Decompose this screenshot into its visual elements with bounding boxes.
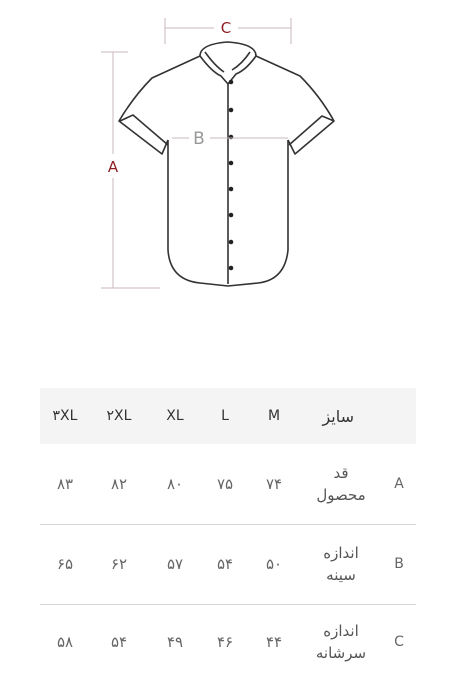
- measurement-key: A: [394, 475, 404, 492]
- value-cell: ۸۲: [110, 474, 128, 493]
- shirt-outline: [119, 42, 334, 286]
- measurement-label-line1: قد: [333, 463, 349, 482]
- value-cell: ۷۵: [216, 474, 234, 493]
- value-cell: ۵۷: [166, 555, 184, 573]
- shirt-buttons: [229, 80, 234, 271]
- size-l-header: L: [221, 408, 229, 424]
- size-chart-table: [40, 388, 416, 680]
- value-cell: ۶۵: [56, 555, 74, 573]
- measurement-label-line1: اندازه: [323, 622, 359, 641]
- value-cell: ۵۴: [110, 633, 128, 652]
- value-cell: ۵۸: [56, 633, 74, 652]
- value-cell: ۸۳: [56, 474, 74, 493]
- measurement-label: [300, 604, 382, 680]
- value-cell: ۸۰: [166, 474, 184, 493]
- dimension-c-label: C: [220, 19, 232, 37]
- value-cell: ۴۹: [166, 633, 184, 652]
- dimension-b-label: B: [193, 129, 205, 149]
- size-header-row: [40, 388, 416, 444]
- table-row: [40, 524, 416, 604]
- measurement-label: [300, 524, 382, 604]
- dimension-a-label: A: [107, 158, 119, 176]
- measurement-key: B: [394, 556, 404, 572]
- size-xl-header: XL: [166, 408, 184, 424]
- measurement-label-line2: سرشانه: [315, 644, 367, 663]
- measurement-label-line2: سینه: [326, 566, 356, 584]
- measurement-key: C: [394, 634, 404, 651]
- measurement-label-line2: محصول: [316, 485, 366, 504]
- dimension-c: [165, 18, 291, 44]
- key-header: [382, 388, 416, 444]
- size-2xl-header: ۲XL: [106, 408, 132, 424]
- measurement-label-line1: اندازه: [323, 544, 359, 562]
- value-cell: ۴۶: [216, 633, 234, 652]
- value-cell: ۴۴: [265, 633, 283, 652]
- value-cell: ۷۴: [265, 474, 283, 493]
- table-row: [40, 444, 416, 524]
- value-cell: ۵۴: [216, 555, 234, 573]
- shirt-measurement-diagram: [0, 0, 456, 310]
- dimension-a: [101, 52, 160, 288]
- size-label-header: سایز: [322, 406, 354, 426]
- value-cell: ۵۰: [265, 555, 283, 573]
- size-m-header: M: [267, 408, 281, 424]
- size-3xl-header: ۳XL: [52, 408, 78, 424]
- measurement-label: [300, 444, 382, 524]
- table-row: [40, 604, 416, 680]
- value-cell: ۶۲: [110, 555, 128, 573]
